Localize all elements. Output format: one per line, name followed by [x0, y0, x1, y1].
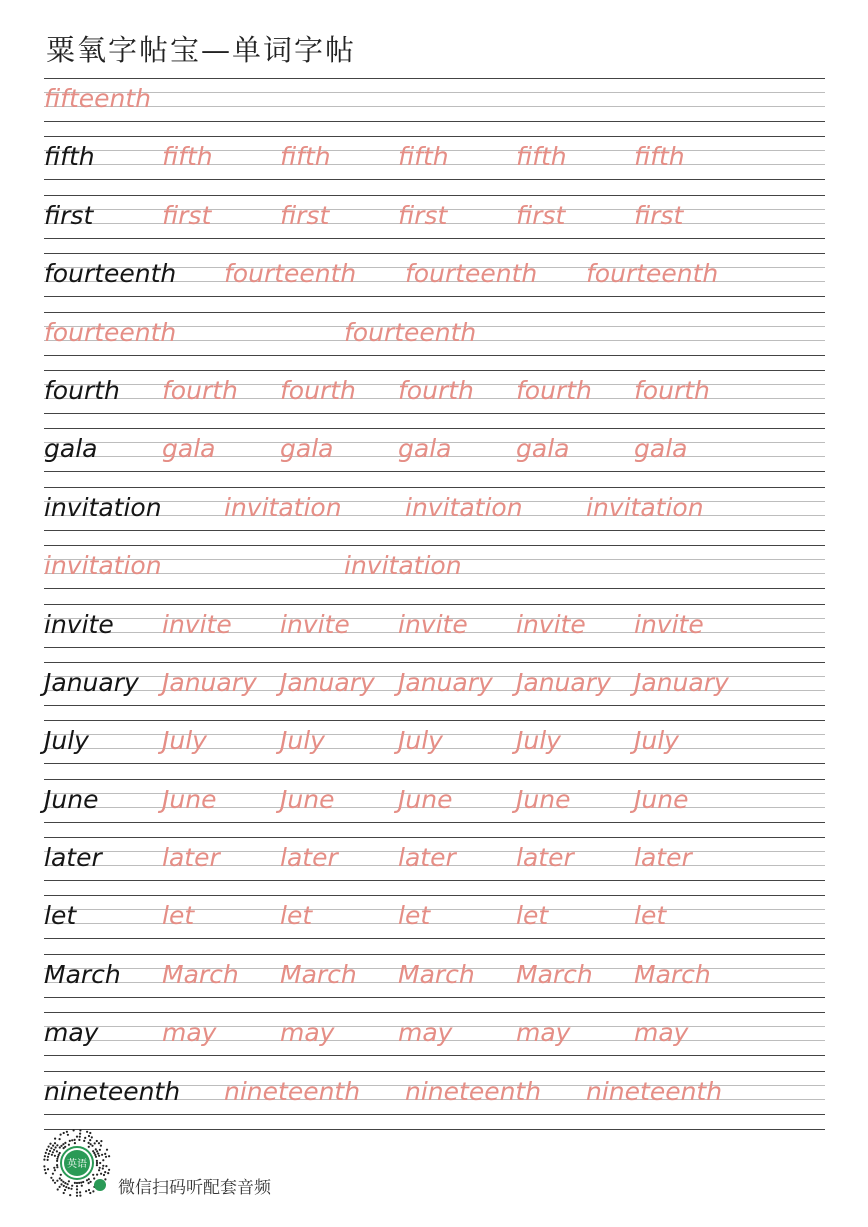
- trace-word: first: [162, 200, 212, 230]
- trace-word: may: [162, 1018, 217, 1048]
- trace-word: fourteenth: [44, 317, 177, 347]
- qr-dot: [102, 1165, 104, 1167]
- practice-row: [44, 604, 825, 662]
- model-word: January: [44, 667, 139, 697]
- qr-dot: [69, 1194, 71, 1196]
- guide-line: [44, 253, 825, 254]
- trace-word: June: [280, 784, 335, 814]
- qr-dot: [100, 1145, 102, 1147]
- trace-word: invitation: [405, 492, 523, 522]
- qr-dot: [76, 1185, 78, 1187]
- trace-word: July: [516, 726, 561, 756]
- model-word: fourteenth: [44, 259, 177, 289]
- trace-word: let: [398, 901, 431, 931]
- trace-word: March: [516, 959, 593, 989]
- qr-dot: [63, 1132, 65, 1134]
- guide-line: [44, 763, 825, 764]
- trace-word: January: [398, 667, 493, 697]
- qr-dot: [45, 1152, 47, 1154]
- trace-word: gala: [516, 434, 570, 464]
- qr-dot: [96, 1174, 98, 1176]
- guide-line: [44, 179, 825, 180]
- qr-dot: [79, 1191, 81, 1193]
- qr-dot: [63, 1185, 65, 1187]
- qr-dot: [85, 1190, 87, 1192]
- qr-dot: [52, 1145, 54, 1147]
- qr-dot: [56, 1166, 58, 1168]
- trace-word: fifth: [398, 142, 449, 172]
- qr-dot: [64, 1182, 66, 1184]
- practice-row: [44, 78, 825, 136]
- guide-line: [44, 92, 825, 93]
- practice-row: [44, 1071, 825, 1129]
- qr-dot: [76, 1192, 78, 1194]
- qr-dot: [95, 1148, 97, 1150]
- qr-dot: [60, 1183, 62, 1185]
- qr-dot: [54, 1182, 56, 1184]
- qr-dot: [89, 1132, 91, 1134]
- qr-dot: [83, 1140, 85, 1142]
- qr-dot: [97, 1153, 99, 1155]
- qr-dot: [94, 1142, 96, 1144]
- qr-dot: [54, 1138, 56, 1140]
- trace-word: let: [516, 901, 549, 931]
- qr-dot: [53, 1149, 55, 1151]
- qr-dot: [92, 1190, 94, 1192]
- qr-dot: [107, 1172, 109, 1174]
- qr-dot: [47, 1168, 49, 1170]
- qr-dot: [54, 1155, 56, 1157]
- qr-dot: [60, 1145, 62, 1147]
- scan-instruction: 微信扫码听配套音频: [118, 1178, 271, 1198]
- guide-line: [44, 604, 825, 605]
- qr-dot: [56, 1180, 58, 1182]
- trace-word: fourth: [516, 375, 592, 405]
- qr-dot: [47, 1159, 49, 1161]
- trace-word: June: [162, 784, 217, 814]
- qr-dot: [60, 1174, 62, 1176]
- qr-dot: [68, 1144, 70, 1146]
- qr-dot: [105, 1156, 107, 1158]
- qr-dot: [45, 1172, 47, 1174]
- qr-dot: [98, 1155, 100, 1157]
- trace-word: let: [280, 901, 313, 931]
- qr-dot: [62, 1143, 64, 1145]
- guide-line: [44, 1055, 825, 1056]
- model-word: may: [44, 1018, 99, 1048]
- trace-word: fifth: [280, 142, 331, 172]
- qr-dot: [54, 1169, 56, 1171]
- qr-dot: [53, 1167, 55, 1169]
- qr-dot: [74, 1182, 76, 1184]
- page-title: 粟氧字帖宝—单词字帖: [46, 33, 357, 67]
- qr-dot: [59, 1177, 61, 1179]
- qr-dot: [58, 1154, 60, 1156]
- qr-dot: [79, 1133, 81, 1135]
- trace-word: fourth: [162, 375, 238, 405]
- guide-line: [44, 1012, 825, 1013]
- practice-row: [44, 428, 825, 486]
- guide-line: [44, 895, 825, 896]
- trace-word: later: [280, 843, 338, 873]
- trace-word: later: [162, 843, 220, 873]
- trace-word: gala: [398, 434, 452, 464]
- trace-word: invitation: [586, 492, 704, 522]
- trace-word: fifth: [634, 142, 685, 172]
- guide-line: [44, 779, 825, 780]
- qr-dot: [60, 1179, 62, 1181]
- qr-dot: [99, 1167, 101, 1169]
- trace-word: gala: [280, 434, 334, 464]
- trace-word: first: [634, 200, 684, 230]
- guide-line: [44, 705, 825, 706]
- qr-dot: [62, 1181, 64, 1183]
- trace-word: invite: [280, 609, 350, 639]
- qr-dot: [88, 1146, 90, 1148]
- qr-dot: [59, 1186, 61, 1188]
- qr-dot: [92, 1150, 94, 1152]
- guide-line: [44, 195, 825, 196]
- qr-dot: [47, 1156, 49, 1158]
- qr-dot: [43, 1165, 45, 1167]
- trace-word: March: [398, 959, 475, 989]
- qr-dot: [88, 1135, 90, 1137]
- practice-rows: [44, 78, 825, 1130]
- trace-word: nineteenth: [405, 1076, 542, 1106]
- qr-dot: [55, 1146, 57, 1148]
- practice-row: [44, 954, 825, 1012]
- qr-dot: [56, 1164, 58, 1166]
- qr-dot: [104, 1153, 106, 1155]
- qr-dot: [52, 1179, 54, 1181]
- trace-word: January: [162, 667, 257, 697]
- trace-word: first: [398, 200, 448, 230]
- practice-row: [44, 720, 825, 778]
- trace-word: first: [516, 200, 566, 230]
- trace-word: invitation: [344, 551, 462, 581]
- guide-line: [44, 880, 825, 881]
- trace-word: June: [398, 784, 453, 814]
- qr-dot: [89, 1139, 91, 1141]
- qr-dot: [65, 1186, 67, 1188]
- trace-word: June: [634, 784, 689, 814]
- trace-word: fourth: [280, 375, 356, 405]
- trace-word: may: [516, 1018, 571, 1048]
- qr-dot: [96, 1150, 98, 1152]
- guide-line: [44, 1114, 825, 1115]
- practice-row: [44, 1012, 825, 1070]
- qr-dot: [44, 1169, 46, 1171]
- guide-line: [44, 647, 825, 648]
- guide-line: [44, 106, 825, 107]
- qr-dot: [103, 1174, 105, 1176]
- qr-dot: [76, 1188, 78, 1190]
- qr-dot: [104, 1171, 106, 1173]
- qr-badge-label: 英语: [67, 1159, 87, 1170]
- qr-dot: [79, 1129, 81, 1131]
- qr-dot: [100, 1173, 102, 1175]
- guide-line: [44, 720, 825, 721]
- qr-dot: [84, 1137, 86, 1139]
- qr-dot: [99, 1162, 101, 1164]
- model-word: July: [44, 726, 89, 756]
- guide-line: [44, 545, 825, 546]
- qr-dot: [74, 1139, 76, 1141]
- qr-dot: [56, 1160, 58, 1162]
- qr-dot: [80, 1182, 82, 1184]
- model-word: gala: [44, 434, 98, 464]
- practice-row: [44, 662, 825, 720]
- qr-dot: [96, 1140, 98, 1142]
- guide-line: [44, 312, 825, 313]
- practice-row: [44, 779, 825, 837]
- guide-line: [44, 530, 825, 531]
- guide-line: [44, 370, 825, 371]
- qr-dot: [88, 1182, 90, 1184]
- qr-dot: [104, 1178, 106, 1180]
- qr-dot: [76, 1195, 78, 1197]
- trace-word: July: [398, 726, 443, 756]
- guide-line: [44, 997, 825, 998]
- trace-word: invite: [162, 609, 232, 639]
- trace-word: nineteenth: [586, 1076, 723, 1106]
- qr-dot: [64, 1189, 66, 1191]
- trace-word: gala: [634, 434, 688, 464]
- qr-dot: [82, 1181, 84, 1183]
- qr-dot: [99, 1149, 101, 1151]
- qr-dot: [50, 1177, 52, 1179]
- model-word: let: [44, 901, 77, 931]
- qr-dot: [68, 1180, 70, 1182]
- trace-word: first: [280, 200, 330, 230]
- qr-dot: [78, 1139, 80, 1141]
- qr-dot: [49, 1143, 51, 1145]
- qr-dot: [88, 1178, 90, 1180]
- qr-dot: [93, 1177, 95, 1179]
- practice-row: [44, 545, 825, 603]
- qr-dot: [79, 1136, 81, 1138]
- qr-dot: [48, 1153, 50, 1155]
- guide-line: [44, 471, 825, 472]
- qr-dot: [70, 1188, 72, 1190]
- qr-dot: [91, 1145, 93, 1147]
- qr-dot: [101, 1154, 103, 1156]
- qr-dot: [49, 1150, 51, 1152]
- qr-dot: [48, 1146, 50, 1148]
- guide-line: [44, 822, 825, 823]
- model-word: later: [44, 843, 102, 873]
- qr-dot: [96, 1162, 98, 1164]
- qr-dot: [96, 1160, 98, 1162]
- trace-word: may: [634, 1018, 689, 1048]
- trace-word: July: [280, 726, 325, 756]
- qr-dot: [89, 1192, 91, 1194]
- trace-word: invitation: [224, 492, 342, 522]
- qr-dot: [59, 1146, 61, 1148]
- qr-dot: [71, 1139, 73, 1141]
- trace-word: March: [634, 959, 711, 989]
- qr-dot: [76, 1182, 78, 1184]
- guide-line: [44, 662, 825, 663]
- trace-word: January: [634, 667, 729, 697]
- qr-dot: [57, 1156, 59, 1158]
- model-word: nineteenth: [44, 1076, 181, 1106]
- trace-word: invite: [516, 609, 586, 639]
- qr-dot: [60, 1134, 62, 1136]
- trace-word: fourteenth: [344, 317, 477, 347]
- qr-code-icon[interactable]: [42, 1128, 112, 1198]
- qr-dot: [74, 1142, 76, 1144]
- practice-row: [44, 136, 825, 194]
- qr-dot: [44, 1155, 46, 1157]
- guide-line: [44, 296, 825, 297]
- guide-line: [44, 487, 825, 488]
- qr-dot: [59, 1152, 61, 1154]
- model-word: invitation: [44, 492, 162, 522]
- qr-dot: [64, 1142, 66, 1144]
- trace-word: let: [634, 901, 667, 931]
- trace-word: January: [280, 667, 375, 697]
- guide-line: [44, 121, 825, 122]
- qr-dot: [96, 1164, 98, 1166]
- qr-dot: [98, 1169, 100, 1171]
- trace-word: invite: [398, 609, 468, 639]
- qr-dot: [91, 1136, 93, 1138]
- trace-word: fifth: [516, 142, 567, 172]
- footer: [42, 1128, 342, 1198]
- trace-word: fourth: [398, 375, 474, 405]
- qr-dot: [56, 1144, 58, 1146]
- guide-line: [44, 954, 825, 955]
- model-word: first: [44, 200, 94, 230]
- qr-dot: [69, 1140, 71, 1142]
- trace-word: March: [280, 959, 357, 989]
- model-word: fourth: [44, 375, 120, 405]
- qr-dot: [90, 1143, 92, 1145]
- qr-dot: [43, 1159, 45, 1161]
- qr-dot: [68, 1187, 70, 1189]
- qr-dot: [67, 1183, 69, 1185]
- guide-line: [44, 413, 825, 414]
- qr-dot: [78, 1182, 80, 1184]
- qr-dot: [71, 1185, 73, 1187]
- trace-word: July: [162, 726, 207, 756]
- qr-dot: [50, 1147, 52, 1149]
- model-word: March: [44, 959, 121, 989]
- practice-row: [44, 895, 825, 953]
- guide-line: [44, 837, 825, 838]
- qr-dot: [66, 1131, 68, 1133]
- trace-word: let: [162, 901, 195, 931]
- trace-word: may: [280, 1018, 335, 1048]
- qr-dot: [67, 1134, 69, 1136]
- qr-dot: [90, 1181, 92, 1183]
- qr-dot: [105, 1165, 107, 1167]
- qr-dot: [51, 1154, 53, 1156]
- qr-dot: [56, 1150, 58, 1152]
- trace-word: nineteenth: [224, 1076, 361, 1106]
- qr-dot: [108, 1169, 110, 1171]
- qr-dot: [88, 1189, 90, 1191]
- model-word: June: [44, 784, 99, 814]
- qr-dot: [106, 1149, 108, 1151]
- qr-dot: [63, 1147, 65, 1149]
- trace-word: later: [516, 843, 574, 873]
- guide-line: [44, 428, 825, 429]
- trace-word: may: [398, 1018, 453, 1048]
- guide-line: [44, 238, 825, 239]
- qr-dot: [98, 1142, 100, 1144]
- guide-line: [44, 136, 825, 137]
- guide-line: [44, 1071, 825, 1072]
- qr-dot: [88, 1142, 90, 1144]
- practice-row: [44, 195, 825, 253]
- guide-line: [44, 588, 825, 589]
- qr-dot: [86, 1131, 88, 1133]
- trace-word: fifth: [162, 142, 213, 172]
- qr-dot: [52, 1173, 54, 1175]
- qr-dot: [108, 1155, 110, 1157]
- qr-dot: [63, 1192, 65, 1194]
- trace-word: fourteenth: [405, 259, 538, 289]
- qr-dot: [95, 1156, 97, 1158]
- qr-dot: [102, 1159, 104, 1161]
- qr-dot: [59, 1138, 61, 1140]
- qr-dot: [79, 1195, 81, 1197]
- qr-dot: [56, 1158, 58, 1160]
- trace-word: January: [516, 667, 611, 697]
- qr-dot: [94, 1154, 96, 1156]
- trace-word: later: [398, 843, 456, 873]
- qr-dot: [92, 1174, 94, 1176]
- trace-word: fifteenth: [44, 84, 152, 113]
- qr-dot: [54, 1142, 56, 1144]
- practice-row: [44, 312, 825, 370]
- model-word: fifth: [44, 142, 95, 172]
- practice-row: [44, 253, 825, 311]
- model-word: invite: [44, 609, 114, 639]
- practice-row: [44, 370, 825, 428]
- trace-word: invite: [634, 609, 704, 639]
- qr-dot: [102, 1167, 104, 1169]
- qr-dot: [57, 1188, 59, 1190]
- guide-line: [44, 355, 825, 356]
- trace-word: fourth: [634, 375, 710, 405]
- trace-word: later: [634, 843, 692, 873]
- trace-word: March: [162, 959, 239, 989]
- trace-word: July: [634, 726, 679, 756]
- trace-word: June: [516, 784, 571, 814]
- trace-word: fourteenth: [224, 259, 357, 289]
- trace-word: invitation: [44, 551, 162, 581]
- trace-word: gala: [162, 434, 216, 464]
- guide-line: [44, 78, 825, 79]
- guide-line: [44, 938, 825, 939]
- qr-dot: [46, 1149, 48, 1151]
- qr-dot: [100, 1140, 102, 1142]
- practice-row: [44, 837, 825, 895]
- qr-dot: [73, 1129, 75, 1131]
- practice-row: [44, 487, 825, 545]
- trace-word: fourteenth: [586, 259, 719, 289]
- qr-dot: [76, 1136, 78, 1138]
- qr-dot: [52, 1151, 54, 1153]
- qr-dot: [81, 1185, 83, 1187]
